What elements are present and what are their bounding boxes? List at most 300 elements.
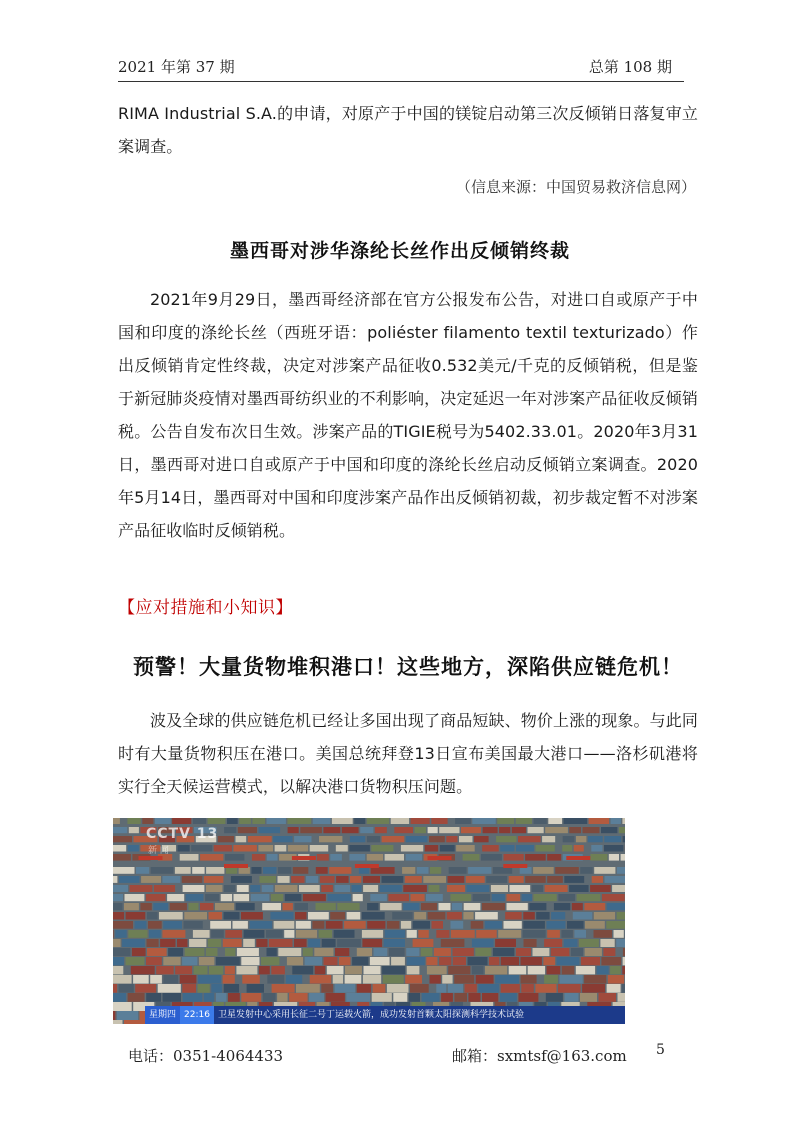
shipping-container — [428, 912, 446, 920]
shipping-container — [406, 854, 423, 861]
shipping-container — [349, 854, 365, 861]
shipping-container — [521, 957, 542, 965]
shipping-container — [113, 903, 123, 910]
shipping-container — [273, 836, 293, 842]
shipping-container — [330, 854, 342, 861]
shipping-container — [507, 903, 528, 910]
shipping-container — [536, 845, 555, 852]
shipping-container — [604, 836, 621, 842]
shipping-container — [439, 957, 451, 965]
shipping-container — [317, 854, 329, 861]
shipping-container — [594, 912, 615, 920]
shipping-container — [239, 818, 251, 824]
shipping-container — [403, 885, 427, 892]
shipping-container — [204, 876, 224, 883]
shipping-container — [113, 948, 130, 956]
shipping-container — [184, 912, 207, 920]
shipping-container — [407, 966, 420, 974]
shipping-container — [430, 867, 441, 874]
shipping-container — [335, 984, 356, 993]
shipping-container — [185, 948, 205, 956]
shipping-container — [119, 876, 140, 883]
shipping-container — [147, 948, 167, 956]
shipping-container — [452, 903, 462, 910]
gantry-crane — [428, 856, 452, 860]
shipping-container — [210, 921, 231, 929]
shipping-container — [601, 957, 621, 965]
shipping-container — [584, 975, 606, 984]
shipping-container — [486, 876, 507, 883]
shipping-container — [191, 845, 212, 852]
shipping-container — [211, 930, 224, 938]
shipping-container — [617, 912, 625, 920]
shipping-container — [262, 885, 274, 892]
shipping-container — [278, 876, 290, 883]
shipping-container — [345, 975, 362, 984]
shipping-container — [510, 885, 531, 892]
shipping-container — [370, 894, 387, 901]
shipping-container — [288, 827, 299, 833]
shipping-container — [449, 867, 467, 874]
shipping-container — [447, 912, 462, 920]
shipping-container — [411, 818, 430, 824]
shipping-container — [206, 948, 218, 956]
shipping-container — [533, 867, 554, 874]
shipping-container — [621, 854, 625, 861]
shipping-container — [140, 903, 151, 910]
shipping-container — [333, 975, 343, 984]
shipping-container — [569, 827, 581, 833]
shipping-container — [199, 957, 215, 965]
shipping-container — [294, 939, 307, 947]
shipping-container — [468, 957, 488, 965]
shipping-container — [149, 930, 161, 938]
shipping-container — [555, 867, 579, 874]
shipping-container — [160, 939, 175, 947]
shipping-container — [618, 993, 626, 1002]
shipping-container — [603, 948, 615, 956]
shipping-container — [496, 836, 516, 842]
shipping-container — [482, 993, 498, 1002]
shipping-container — [162, 876, 180, 883]
shipping-container — [476, 930, 497, 938]
shipping-container — [548, 818, 562, 824]
shipping-container — [259, 876, 276, 883]
shipping-container — [326, 993, 345, 1002]
shipping-container — [609, 854, 619, 861]
shipping-container — [489, 957, 499, 965]
shipping-container — [216, 957, 240, 965]
shipping-container — [601, 827, 617, 833]
total-issue-number: 总第 108 期 — [588, 58, 672, 76]
shipping-container — [547, 930, 560, 938]
shipping-container — [382, 876, 404, 883]
shipping-container — [353, 894, 363, 901]
shipping-container — [436, 984, 446, 993]
shipping-container — [135, 984, 156, 993]
shipping-container — [308, 939, 320, 947]
shipping-container — [382, 966, 405, 974]
article-body-mexico: 2021年9月29日，墨西哥经济部在官方公报发布公告，对进口自或原产于中国和印度的涤纶长丝（西班牙语：poliéster filamento textil texturizado）作出反倾销肯定性终裁，决定对涉案产品征收0.532美元/千克的反倾销税，但是鉴于新冠肺炎疫情对墨西哥纺织业的不利影响，决定延迟一年对涉案产品征收反倾销税。公告自发布次日生效。涉案产品的TIGIE税号为5402.33.01。2020年3月31日，墨西哥对进口自或原产于中国和印度的涤纶长丝启动反倾销立案调查。2020年5月14日，墨西哥对中国和印度涉案产品作出反倾销初裁，初步裁定暂不对涉案产品征收临时反倾销税。 — [118, 290, 698, 540]
shipping-container — [579, 939, 599, 947]
shipping-container — [285, 894, 302, 901]
shipping-container — [585, 921, 605, 929]
shipping-container — [208, 939, 221, 947]
shipping-container — [504, 854, 524, 861]
shipping-container — [393, 993, 407, 1002]
shipping-container — [600, 939, 614, 947]
shipping-container — [305, 957, 322, 965]
shipping-container — [184, 921, 203, 929]
shipping-container — [142, 818, 153, 824]
shipping-container — [467, 885, 490, 892]
gantry-crane — [292, 856, 316, 860]
shipping-container — [493, 948, 515, 956]
shipping-container — [387, 921, 400, 929]
shipping-container — [430, 975, 441, 984]
shipping-container — [423, 876, 446, 883]
container-yard-image — [113, 818, 625, 1024]
shipping-container — [387, 984, 409, 993]
shipping-container — [272, 984, 295, 993]
shipping-container — [167, 894, 184, 901]
shipping-container — [274, 921, 295, 929]
shipping-container — [193, 818, 206, 824]
shipping-container — [113, 930, 114, 938]
shipping-container — [374, 948, 388, 956]
shipping-container — [200, 854, 223, 861]
shipping-container — [299, 885, 320, 892]
shipping-container — [133, 975, 149, 984]
shipping-container — [294, 903, 308, 910]
shipping-container — [182, 876, 203, 883]
shipping-container — [409, 993, 420, 1002]
shipping-container — [558, 984, 581, 993]
shipping-container — [500, 845, 514, 852]
shipping-container — [606, 921, 625, 929]
shipping-container — [442, 975, 452, 984]
shipping-container — [158, 984, 181, 993]
section-label: 【应对措施和小知识】 — [118, 598, 293, 618]
shipping-container — [441, 939, 465, 947]
shipping-container — [524, 939, 537, 947]
ticker-time: 22:16 — [180, 1006, 214, 1024]
shipping-container — [288, 845, 308, 852]
shipping-container — [405, 975, 422, 984]
shipping-container — [547, 876, 563, 883]
shipping-container — [284, 930, 294, 938]
shipping-container — [391, 957, 405, 965]
shipping-container — [448, 876, 465, 883]
shipping-container — [224, 912, 240, 920]
shipping-container — [208, 818, 226, 824]
shipping-container — [192, 867, 204, 874]
shipping-container — [557, 957, 580, 965]
shipping-container — [543, 957, 555, 965]
shipping-container — [146, 957, 162, 965]
shipping-container — [534, 818, 547, 824]
shipping-container — [450, 894, 471, 901]
shipping-container — [342, 827, 359, 833]
shipping-container — [521, 984, 534, 993]
shipping-container — [367, 921, 385, 929]
shipping-container — [312, 921, 324, 929]
shipping-container — [247, 984, 264, 993]
shipping-container — [472, 966, 484, 974]
shipping-container — [180, 854, 199, 861]
shipping-container — [316, 903, 336, 910]
shipping-container — [350, 876, 361, 883]
shipping-container — [113, 827, 127, 833]
shipping-container — [117, 1011, 138, 1020]
shipping-container — [439, 903, 451, 910]
shipping-container — [306, 876, 318, 883]
shipping-container — [352, 885, 362, 892]
shipping-container — [407, 930, 417, 938]
shipping-container — [410, 984, 429, 993]
shipping-container — [394, 827, 413, 833]
shipping-container — [440, 845, 455, 852]
shipping-container — [303, 948, 313, 956]
shipping-container — [619, 827, 625, 833]
shipping-container — [523, 921, 545, 929]
shipping-container — [599, 993, 617, 1002]
page-number: 5 — [656, 1042, 665, 1058]
footer-email: 邮箱：sxmtsf@163.com — [452, 1047, 627, 1065]
shipping-container — [147, 939, 159, 947]
shipping-container — [573, 912, 593, 920]
shipping-container — [413, 939, 434, 947]
shipping-container — [588, 836, 603, 842]
shipping-container — [465, 984, 477, 993]
shipping-container — [224, 984, 239, 993]
shipping-container — [425, 845, 438, 852]
channel-subtitle: 新 闻 — [148, 846, 169, 856]
shipping-container — [336, 845, 348, 852]
shipping-container — [122, 939, 145, 947]
shipping-container — [278, 948, 301, 956]
shipping-container — [248, 836, 272, 842]
shipping-container — [124, 903, 139, 910]
shipping-container — [128, 993, 145, 1002]
shipping-container — [308, 912, 329, 920]
shipping-container — [362, 912, 385, 920]
shipping-container — [384, 939, 405, 947]
shipping-container — [236, 903, 255, 910]
shipping-container — [277, 993, 288, 1002]
shipping-container — [563, 836, 575, 842]
shipping-container — [571, 948, 583, 956]
shipping-container — [204, 993, 215, 1002]
shipping-container — [472, 818, 495, 824]
article-title-mexico: 墨西哥对涉华涤纶长丝作出反倾销终裁 — [229, 240, 570, 262]
shipping-container — [136, 867, 149, 874]
shipping-container — [401, 845, 423, 852]
gantry-crane — [139, 856, 163, 860]
shipping-container — [200, 903, 214, 910]
shipping-container — [321, 984, 333, 993]
shipping-container — [113, 836, 132, 842]
shipping-container — [525, 854, 546, 861]
shipping-container — [234, 894, 250, 901]
gantry-crane — [566, 856, 590, 860]
shipping-container — [436, 930, 449, 938]
shipping-container — [113, 876, 117, 883]
shipping-container — [406, 948, 419, 956]
shipping-container — [403, 903, 419, 910]
shipping-container — [363, 975, 381, 984]
shipping-container — [426, 957, 437, 965]
shipping-container — [206, 867, 224, 874]
shipping-container — [209, 912, 223, 920]
shipping-container — [461, 827, 481, 833]
shipping-container — [485, 966, 507, 974]
shipping-container — [418, 930, 429, 938]
shipping-container — [350, 836, 365, 842]
gantry-crane — [355, 864, 379, 868]
shipping-container — [521, 975, 537, 984]
shipping-container — [237, 885, 249, 892]
shipping-container — [225, 948, 235, 956]
shipping-container — [492, 894, 505, 901]
shipping-container — [472, 939, 494, 947]
shipping-container — [583, 827, 600, 833]
shipping-container — [459, 836, 473, 842]
shipping-container — [271, 966, 285, 974]
shipping-container — [536, 912, 549, 920]
article-title-supply-chain: 预警！大量货物堆积港口！这些地方，深陷供应链危机！ — [133, 655, 683, 679]
shipping-container — [275, 845, 287, 852]
ticker-day: 星期四 — [145, 1006, 180, 1024]
shipping-container — [495, 939, 516, 947]
shipping-container — [177, 939, 188, 947]
shipping-container — [429, 836, 445, 842]
shipping-container — [545, 827, 568, 833]
shipping-container — [296, 930, 317, 938]
shipping-container — [380, 885, 402, 892]
shipping-container — [126, 912, 146, 920]
shipping-container — [198, 984, 210, 993]
shipping-container — [422, 993, 440, 1002]
shipping-container — [188, 903, 198, 910]
shipping-container — [478, 984, 499, 993]
shipping-container — [569, 885, 589, 892]
shipping-container — [454, 993, 467, 1002]
shipping-container — [406, 836, 428, 842]
shipping-container — [551, 912, 565, 920]
shipping-container — [451, 921, 464, 929]
shipping-container — [448, 984, 463, 993]
shipping-container — [244, 930, 265, 938]
shipping-container — [605, 876, 626, 883]
shipping-container — [283, 903, 293, 910]
shipping-container — [236, 966, 257, 974]
issue-number: 2021 年第 37 期 — [118, 58, 235, 76]
shipping-container — [337, 939, 361, 947]
shipping-container — [141, 876, 161, 883]
shipping-container — [180, 975, 197, 984]
shipping-container — [523, 912, 535, 920]
shipping-container — [224, 827, 236, 833]
shipping-container — [147, 912, 158, 920]
cctv-logo: CCTV 13 — [146, 826, 219, 842]
page-header — [118, 56, 684, 82]
shipping-container — [580, 867, 593, 874]
shipping-container — [182, 957, 197, 965]
shipping-container — [168, 948, 183, 956]
port-containers-photo — [113, 818, 625, 1024]
shipping-container — [252, 818, 265, 824]
shipping-container — [178, 845, 190, 852]
shipping-container — [546, 993, 563, 1002]
shipping-container — [183, 993, 203, 1002]
shipping-container — [150, 975, 162, 984]
shipping-container — [250, 885, 260, 892]
shipping-container — [242, 975, 259, 984]
shipping-container — [225, 966, 235, 974]
shipping-container — [535, 984, 556, 993]
shipping-container — [405, 876, 422, 883]
shipping-container — [214, 845, 232, 852]
shipping-container — [170, 903, 187, 910]
shipping-container — [481, 854, 502, 861]
shipping-container — [608, 975, 624, 984]
shipping-container — [491, 885, 508, 892]
shipping-container — [323, 827, 340, 833]
shipping-container — [329, 867, 351, 874]
shipping-container — [520, 867, 532, 874]
shipping-container — [402, 867, 415, 874]
shipping-container — [574, 845, 584, 852]
shipping-container — [113, 894, 123, 901]
shipping-container — [392, 912, 412, 920]
shipping-container — [498, 930, 521, 938]
shipping-container — [327, 966, 344, 974]
shipping-container — [473, 894, 491, 901]
shipping-container — [451, 930, 475, 938]
shipping-container — [151, 867, 174, 874]
shipping-container — [113, 975, 132, 984]
shipping-container — [607, 984, 621, 993]
shipping-container — [131, 966, 155, 974]
shipping-container — [500, 993, 517, 1002]
shipping-container — [237, 948, 259, 956]
shipping-container — [263, 867, 277, 874]
shipping-container — [493, 867, 512, 874]
shipping-container — [225, 930, 242, 938]
shipping-container — [485, 921, 502, 929]
shipping-container — [159, 912, 183, 920]
shipping-container — [309, 993, 324, 1002]
shipping-container — [428, 827, 438, 833]
shipping-container — [287, 957, 303, 965]
shipping-container — [360, 827, 373, 833]
shipping-container — [509, 876, 524, 883]
shipping-container — [362, 939, 382, 947]
shipping-container — [562, 966, 575, 974]
shipping-container — [218, 836, 234, 842]
shipping-container — [456, 845, 475, 852]
shipping-container — [533, 894, 556, 901]
shipping-container — [319, 836, 342, 842]
shipping-container — [507, 894, 521, 901]
shipping-container — [463, 912, 473, 920]
shipping-container — [559, 975, 582, 984]
shipping-container — [455, 818, 471, 824]
shipping-container — [546, 921, 565, 929]
shipping-container — [623, 957, 625, 965]
shipping-container — [551, 948, 570, 956]
